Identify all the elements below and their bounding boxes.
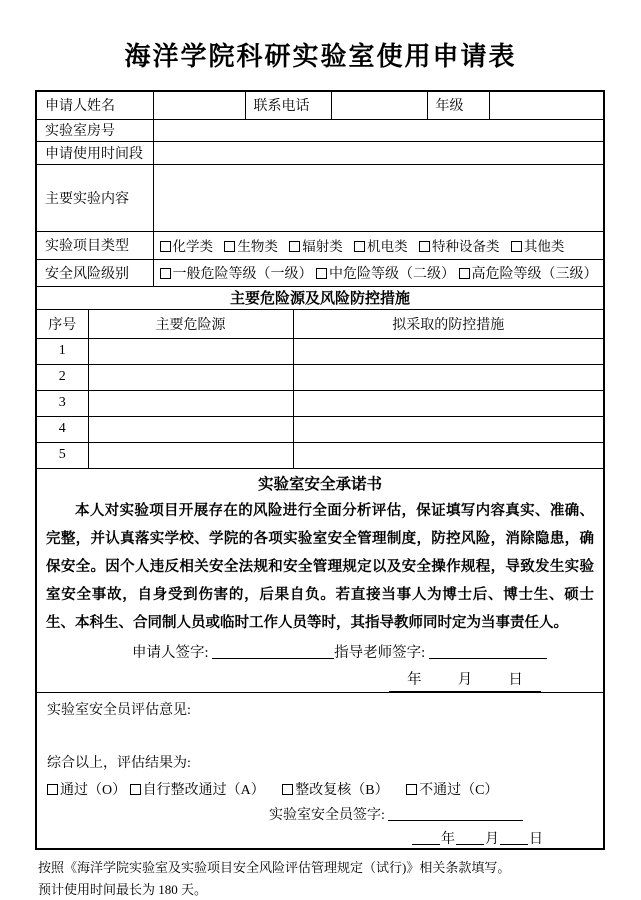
day-label: 日 (529, 831, 543, 847)
hazard-row (37, 416, 603, 442)
table-row (37, 259, 603, 286)
checkbox-option-risk-level-1[interactable] (160, 263, 313, 283)
risk-level-label: 安全风险级别 (37, 259, 153, 286)
year-blank-line[interactable] (412, 830, 440, 845)
checkbox-icon[interactable] (511, 241, 522, 252)
checkbox-label: 辐射类 (302, 239, 343, 254)
hazard-source-input[interactable] (88, 390, 293, 416)
project-type-label: 实验项目类型 (37, 231, 153, 259)
month-label: 月 (485, 831, 499, 847)
commitment-section (37, 469, 603, 693)
table-row (37, 469, 603, 693)
hazard-row (37, 364, 603, 390)
hazard-measure-input[interactable] (293, 390, 603, 416)
hazard-row (37, 442, 603, 468)
checkbox-icon[interactable] (406, 784, 417, 795)
hazard-section-band (37, 287, 603, 311)
checkbox-label: 高危险等级（三级） (471, 266, 598, 282)
evaluation-section (37, 693, 603, 848)
hazard-row-number: 5 (37, 442, 88, 468)
safety-officer-signature-row (47, 804, 593, 824)
hazard-table (37, 310, 603, 469)
applicant-name-input[interactable] (153, 92, 245, 119)
table-row (37, 92, 603, 119)
evaluation-summary-label: 综合以上，评估结果为: (47, 755, 191, 771)
hazard-section-title: 主要危险源及风险防控措施 (37, 287, 603, 310)
hazard-row (37, 338, 603, 364)
main-content-label: 主要实验内容 (37, 164, 153, 231)
hazard-measure-input[interactable] (293, 442, 603, 468)
checkbox-icon[interactable] (354, 241, 365, 252)
contact-phone-label: 联系电话 (245, 92, 331, 119)
safety-officer-signature-line[interactable] (388, 806, 523, 821)
lab-room-label: 实验室房号 (37, 119, 153, 141)
checkbox-icon[interactable] (316, 268, 327, 279)
commitment-signature-row (37, 641, 603, 662)
table-row (37, 231, 603, 259)
month-blank-line[interactable] (456, 830, 484, 845)
table-row (37, 287, 603, 310)
checkbox-icon[interactable] (47, 784, 58, 795)
hazard-measure-input[interactable] (293, 338, 603, 364)
checkbox-icon[interactable] (282, 784, 293, 795)
checkbox-label: 一般危险等级（一级） (172, 266, 313, 282)
table-row (37, 141, 603, 164)
hazard-source-input[interactable] (88, 442, 293, 468)
hazard-row-number: 3 (37, 390, 88, 416)
table-row (37, 164, 603, 231)
checkbox-icon[interactable] (289, 241, 300, 252)
grade-input[interactable] (489, 92, 603, 119)
table-row (37, 119, 603, 141)
footer-notes (38, 857, 641, 900)
year-label: 年 (407, 671, 422, 688)
checkbox-label: 特种设备类 (432, 239, 500, 254)
commitment-date-row (37, 668, 603, 692)
evaluation-date-row (47, 828, 593, 848)
checkbox-option-biological[interactable] (224, 235, 278, 255)
checkbox-label: 生物类 (237, 239, 278, 254)
checkbox-option-special-equipment[interactable] (419, 235, 500, 255)
use-period-label: 申请使用时间段 (37, 141, 153, 164)
risk-level-options (153, 259, 603, 286)
supervisor-signature-line[interactable] (429, 644, 547, 659)
hazard-source-input[interactable] (88, 338, 293, 364)
checkbox-option-chemical[interactable] (160, 235, 214, 255)
checkbox-label: 自行整改通过（A） (142, 782, 265, 798)
footer-note-line: 按照《海洋学院实验室及实验项目安全风险评估管理规定（试行)》相关条款填写。 (38, 859, 511, 875)
basic-info-table (37, 92, 603, 287)
applicant-signature-line[interactable] (212, 644, 334, 659)
checkbox-icon[interactable] (160, 268, 171, 279)
hazard-header-row (37, 310, 603, 338)
applicant-name-label: 申请人姓名 (37, 92, 153, 119)
checkbox-label: 其他类 (523, 239, 565, 254)
checkbox-option-other[interactable] (511, 235, 565, 255)
hazard-row-number: 1 (37, 338, 88, 364)
application-form-table (35, 90, 605, 850)
checkbox-icon[interactable] (160, 241, 171, 252)
checkbox-option-radiation[interactable] (289, 235, 343, 255)
hazard-col-measures: 拟采取的防控措施 (293, 310, 603, 338)
checkbox-icon[interactable] (224, 241, 235, 252)
checkbox-label: 整改复核（B） (295, 782, 389, 798)
commitment-date-line[interactable] (389, 668, 541, 692)
grade-label: 年级 (427, 92, 489, 119)
checkbox-label: 化学类 (172, 239, 213, 254)
checkbox-option-self-rectify-pass[interactable] (130, 779, 265, 799)
checkbox-label: 机电类 (367, 239, 408, 254)
commitment-cell (37, 469, 603, 693)
contact-phone-input[interactable] (331, 92, 427, 119)
month-label: 月 (457, 671, 473, 688)
day-label: 日 (508, 671, 523, 688)
commitment-title: 实验室安全承诺书 (257, 475, 382, 493)
hazard-row-number: 2 (37, 364, 88, 390)
hazard-col-source: 主要危险源 (88, 310, 293, 338)
checkbox-icon[interactable] (130, 784, 141, 795)
checkbox-icon[interactable] (459, 268, 470, 279)
hazard-col-no: 序号 (37, 310, 88, 338)
lab-room-input[interactable] (153, 119, 603, 141)
hazard-measure-input[interactable] (293, 416, 603, 442)
supervisor-signature-label: 指导老师签字: (334, 644, 426, 661)
evaluation-options (47, 779, 593, 799)
commitment-body-text: 本人对实验项目开展存在的风险进行全面分析评估，保证填写内容真实、准确、完整，并认真落实学校、学院的各项实验室安全管理制度，防控风险，消除隐患，确保安全。因个人违反相关安全法规和安全管理规定以及安全操作规程，导致发生实验室安全事故，自身受到伤害的，后果自负。若直接当事人为博士后、博士生、硕士生、本科生、合同制人员或临时工作人员等时，其指导教师同时定为当事责任人。 (46, 502, 594, 631)
page-title: 海洋学院科研实验室使用申请表 (124, 42, 517, 71)
checkbox-option-electromechanical[interactable] (354, 235, 408, 255)
year-label: 年 (441, 831, 455, 847)
day-blank-line[interactable] (500, 830, 528, 845)
hazard-row-number: 4 (37, 416, 88, 442)
checkbox-label: 通过（O） (60, 782, 127, 798)
checkbox-option-pass[interactable] (47, 779, 126, 799)
evaluation-opinion-label: 实验室安全员评估意见: (47, 702, 191, 718)
checkbox-option-risk-level-2[interactable] (316, 263, 455, 283)
checkbox-label: 不通过（C） (419, 782, 499, 798)
checkbox-option-rectify-review[interactable] (282, 779, 388, 799)
footer-note-line: 预计使用时间最长为 180 天。 (38, 881, 208, 897)
main-content-input[interactable] (153, 164, 603, 231)
checkbox-label: 中危险等级（二级） (329, 266, 455, 282)
hazard-measure-input[interactable] (293, 364, 603, 390)
use-period-input[interactable] (153, 141, 603, 164)
hazard-source-input[interactable] (88, 416, 293, 442)
table-row (37, 693, 603, 848)
hazard-row (37, 390, 603, 416)
evaluation-cell (37, 693, 603, 848)
checkbox-option-risk-level-3[interactable] (459, 263, 598, 283)
checkbox-option-fail[interactable] (406, 779, 498, 799)
checkbox-icon[interactable] (419, 241, 430, 252)
safety-officer-signature-label: 实验室安全员签字: (269, 807, 385, 823)
project-type-options (153, 231, 603, 259)
applicant-signature-label: 申请人签字: (132, 644, 209, 661)
hazard-source-input[interactable] (88, 364, 293, 390)
